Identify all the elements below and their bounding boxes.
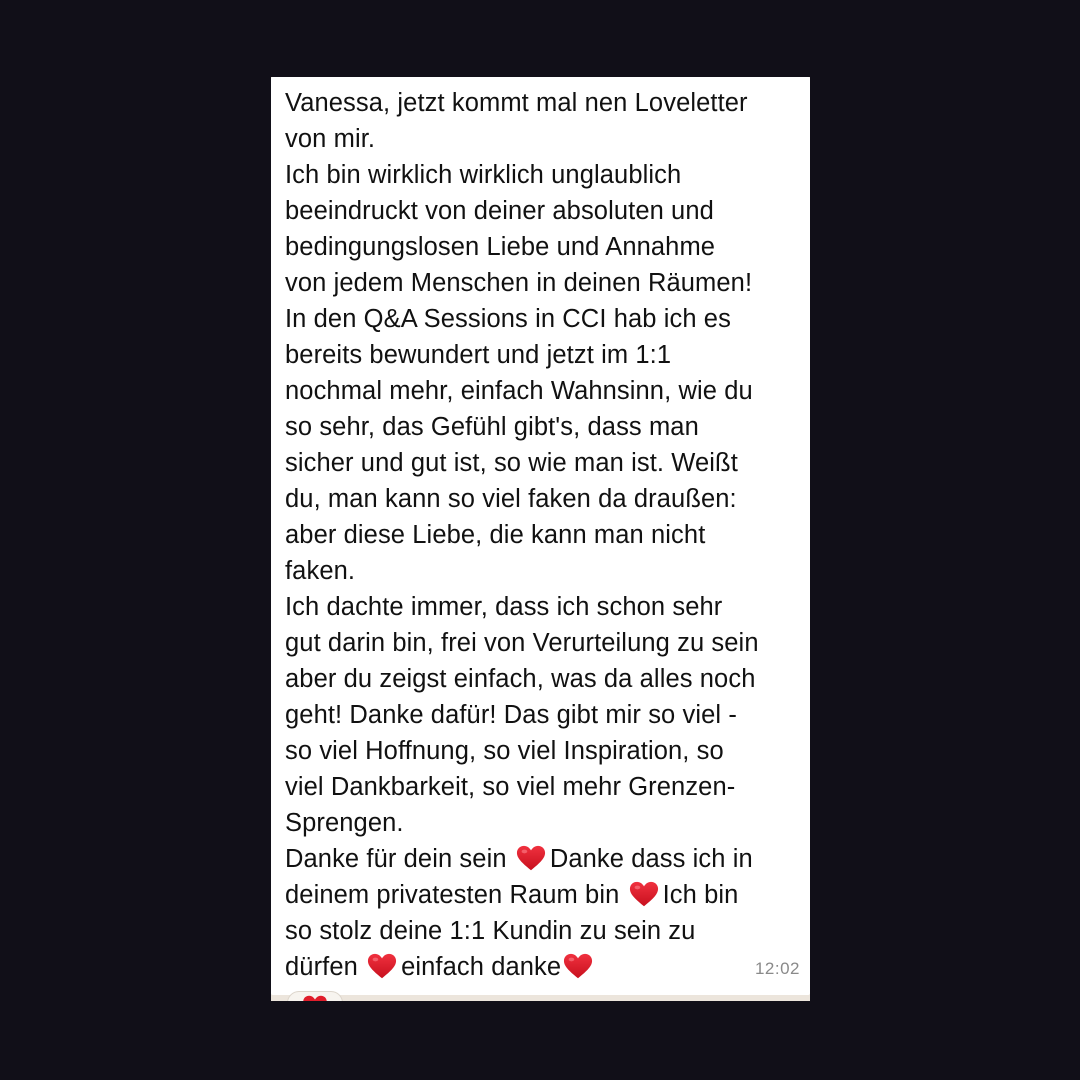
- message-text-segment: beeindruckt von deiner absoluten und: [285, 197, 714, 225]
- heart-icon: [563, 952, 593, 980]
- message-text-segment: von mir.: [285, 125, 376, 153]
- message-text-segment: Sprengen.: [285, 809, 404, 837]
- message-text-segment: deinem privatesten Raum bin: [285, 881, 627, 909]
- message-text-segment: bedingungslosen Liebe und Annahme: [285, 233, 716, 261]
- message-text-segment: gut darin bin, frei von Verurteilung zu sein: [285, 629, 759, 657]
- message-text-segment: faken.: [285, 557, 356, 585]
- message-line: [285, 229, 800, 265]
- message-text-segment: nochmal mehr, einfach Wahnsinn, wie du: [285, 377, 753, 405]
- message-line: [285, 337, 800, 373]
- message-text-segment: dürfen: [285, 953, 366, 981]
- message-bubble[interactable]: [271, 77, 810, 995]
- message-line: [285, 661, 800, 697]
- message-text-segment: Danke für dein sein: [285, 845, 514, 873]
- message-line: [285, 445, 800, 481]
- message-text-segment: Danke dass ich in: [549, 845, 753, 873]
- message-timestamp: 12:02: [754, 959, 800, 978]
- message-text-segment: sicher und gut ist, so wie man ist. Weißt: [285, 449, 738, 477]
- message-line: [285, 697, 800, 733]
- message-text-segment: Ich bin wirklich wirklich unglaublich: [285, 161, 682, 189]
- reaction-badge[interactable]: [287, 991, 343, 1001]
- message-line: [285, 949, 800, 985]
- message-text-segment: aber diese Liebe, die kann man nicht: [285, 521, 706, 549]
- message-text-segment: du, man kann so viel faken da draußen:: [285, 485, 737, 513]
- message-text-segment: Vanessa, jetzt kommt mal nen Loveletter: [285, 89, 748, 117]
- message-line: [285, 121, 800, 157]
- heart-icon: [629, 880, 659, 908]
- message-line: [285, 841, 800, 877]
- heart-icon: [302, 995, 328, 1001]
- message-text-segment: aber du zeigst einfach, was da alles noch: [285, 665, 756, 693]
- message-line: [285, 265, 800, 301]
- message-text-segment: so sehr, das Gefühl gibt's, dass man: [285, 413, 699, 441]
- message-text-segment: von jedem Menschen in deinen Räumen!: [285, 269, 753, 297]
- message-line: [285, 553, 800, 589]
- message-line: [285, 481, 800, 517]
- message-line: [285, 193, 800, 229]
- heart-icon: [367, 952, 397, 980]
- heart-icon: [516, 844, 546, 872]
- message-text-segment: viel Dankbarkeit, so viel mehr Grenzen-: [285, 773, 736, 801]
- message-text-segment: so stolz deine 1:1 Kundin zu sein zu: [285, 917, 696, 945]
- message-text-segment: In den Q&A Sessions in CCI hab ich es: [285, 305, 731, 333]
- message-line: [285, 733, 800, 769]
- message-line: [285, 877, 800, 913]
- message-line: [285, 409, 800, 445]
- message-line: [285, 373, 800, 409]
- message-text-segment: bereits bewundert und jetzt im 1:1: [285, 341, 672, 369]
- message-text-segment: Ich dachte immer, dass ich schon sehr: [285, 593, 723, 621]
- message-line: [285, 301, 800, 337]
- message-line: [285, 157, 800, 193]
- message-line: [285, 517, 800, 553]
- message-text-segment: so viel Hoffnung, so viel Inspiration, so: [285, 737, 724, 765]
- message-line: [285, 769, 800, 805]
- message-text-segment: geht! Danke dafür! Das gibt mir so viel -: [285, 701, 737, 729]
- message-line: [285, 85, 800, 121]
- message-line: [285, 805, 800, 841]
- message-text-segment: Ich bin: [662, 881, 739, 909]
- chat-window: [271, 77, 810, 1001]
- message-line: [285, 625, 800, 661]
- message-line: [285, 913, 800, 949]
- message-line: [285, 589, 800, 625]
- message-text: [285, 85, 800, 985]
- message-text-segment: einfach danke: [401, 953, 562, 981]
